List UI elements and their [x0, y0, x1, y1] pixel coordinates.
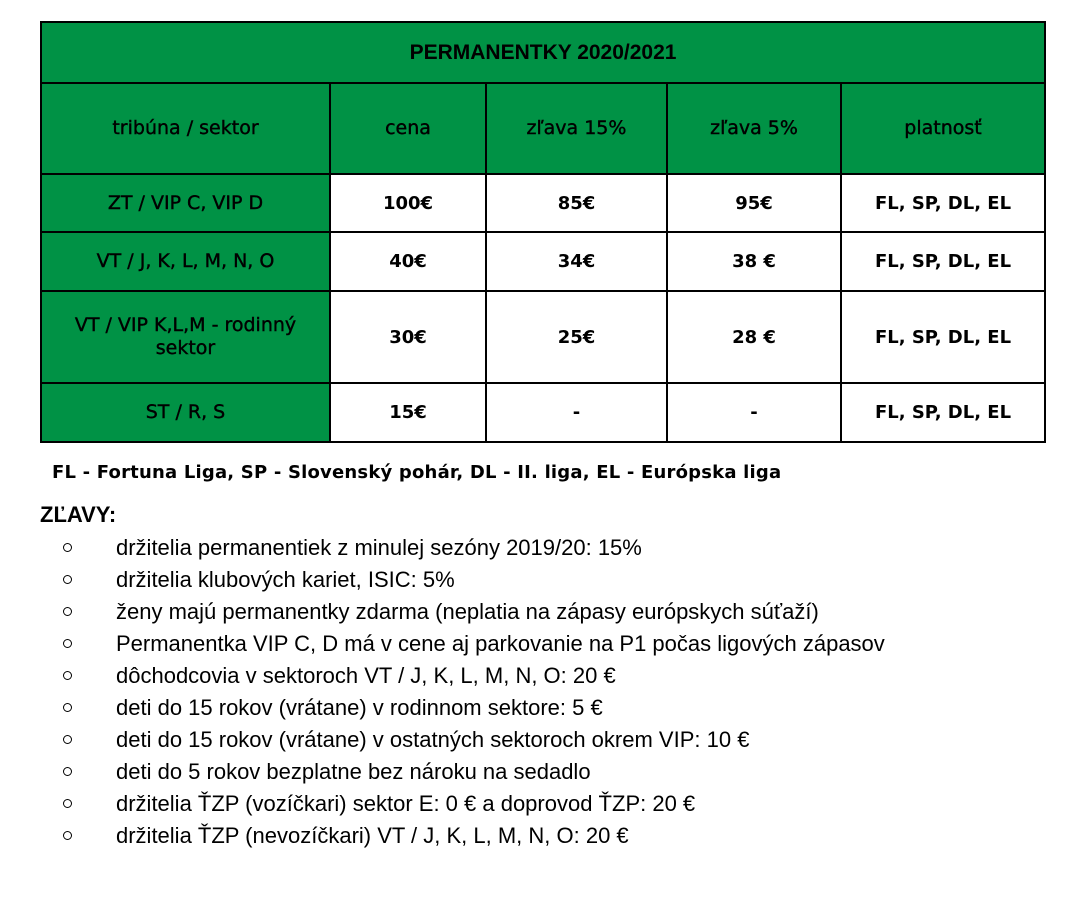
discount-text: držitelia klubových kariet, ISIC: 5%: [116, 567, 455, 592]
sector-cell: ST / R, S: [41, 383, 330, 442]
validity-cell: FL, SP, DL, EL: [841, 232, 1045, 291]
header-sector: tribúna / sektor: [41, 83, 330, 174]
circle-bullet-icon: [63, 639, 72, 648]
table-row: [41, 232, 1045, 291]
table-title-row: [41, 22, 1045, 83]
circle-bullet-icon: [63, 799, 72, 808]
price-cell: 100€: [330, 174, 486, 233]
sector-cell: VT / J, K, L, M, N, O: [41, 232, 330, 291]
sector-cell: ZT / VIP C, VIP D: [41, 174, 330, 233]
table-header-row: [41, 83, 1045, 174]
discount-15-cell: 34€: [486, 232, 667, 291]
circle-bullet-icon: [63, 671, 72, 680]
discount-text: držitelia ŤZP (nevozíčkari) VT / J, K, L, M, N, O: 20 €: [116, 823, 629, 848]
price-cell: 40€: [330, 232, 486, 291]
header-price: cena: [330, 83, 486, 174]
discount-15-cell: -: [486, 383, 667, 442]
discount-15-cell: 85€: [486, 174, 667, 233]
validity-cell: FL, SP, DL, EL: [841, 174, 1045, 233]
header-validity: platnosť: [841, 83, 1045, 174]
circle-bullet-icon: [63, 831, 72, 840]
discount-text: deti do 15 rokov (vrátane) v rodinnom sektore: 5 €: [116, 695, 603, 720]
season-ticket-table: [40, 21, 1046, 443]
discount-5-cell: 28 €: [667, 291, 841, 383]
circle-bullet-icon: [63, 735, 72, 744]
discount-text: deti do 5 rokov bezplatne bez nároku na sedadlo: [116, 759, 591, 784]
header-discount-5: zľava 5%: [667, 83, 841, 174]
validity-cell: FL, SP, DL, EL: [841, 383, 1045, 442]
sector-cell: VT / VIP K,L,M - rodinný sektor: [41, 291, 330, 383]
table-row: [41, 174, 1045, 233]
discounts-title: ZĽAVY:: [40, 502, 117, 527]
circle-bullet-icon: [63, 607, 72, 616]
table-row: [41, 291, 1045, 383]
discount-text: dôchodcovia v sektoroch VT / J, K, L, M, N, O: 20 €: [116, 663, 616, 688]
circle-bullet-icon: [63, 767, 72, 776]
discount-5-cell: -: [667, 383, 841, 442]
discount-text: Permanentka VIP C, D má v cene aj parkovanie na P1 počas ligových zápasov: [116, 631, 885, 656]
competition-legend: FL - Fortuna Liga, SP - Slovenský pohár, DL - II. liga, EL - Európska liga: [52, 462, 782, 483]
table-title: PERMANENTKY 2020/2021: [41, 22, 1045, 83]
header-discount-15: zľava 15%: [486, 83, 667, 174]
discount-text: deti do 15 rokov (vrátane) v ostatných sektoroch okrem VIP: 10 €: [116, 727, 750, 752]
discount-text: držitelia permanentiek z minulej sezóny 2019/20: 15%: [116, 535, 642, 560]
discount-text: ženy majú permanentky zdarma (neplatia na zápasy európskych súťaží): [116, 599, 819, 624]
circle-bullet-icon: [63, 543, 72, 552]
discount-5-cell: 38 €: [667, 232, 841, 291]
table-row: [41, 383, 1045, 442]
discount-text: držitelia ŤZP (vozíčkari) sektor E: 0 € a doprovod ŤZP: 20 €: [116, 791, 696, 816]
circle-bullet-icon: [63, 575, 72, 584]
discount-15-cell: 25€: [486, 291, 667, 383]
validity-cell: FL, SP, DL, EL: [841, 291, 1045, 383]
price-cell: 15€: [330, 383, 486, 442]
circle-bullet-icon: [63, 703, 72, 712]
discount-5-cell: 95€: [667, 174, 841, 233]
price-cell: 30€: [330, 291, 486, 383]
